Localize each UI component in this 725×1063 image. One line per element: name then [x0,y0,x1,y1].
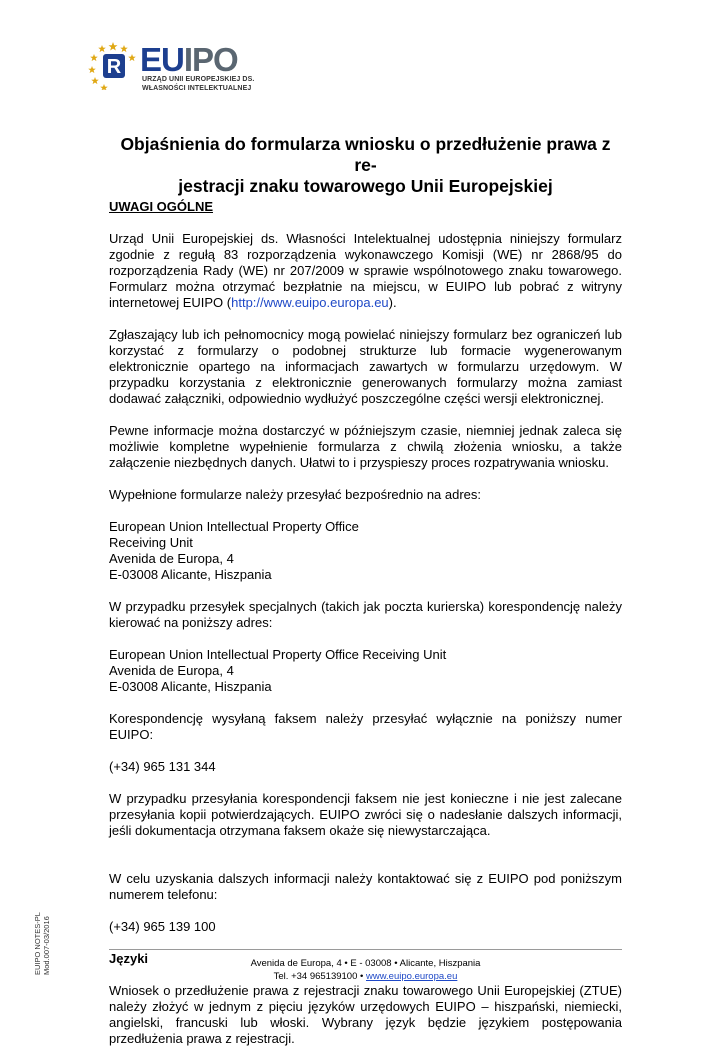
footer-divider [109,949,622,950]
address-line: Avenida de Europa, 4 [109,551,234,566]
form-reference-note [33,885,51,975]
paragraph-form-availability: Urząd Unii Europejskiej ds. Własności Intelektualnej udostępnia niniejszy formularz zgodnie z regułą 83 rozporządzenia wykonawczego Komisji (WE) nr 2868/95 do rozporządzenia Rady (WE) nr 207/2009 w sprawie wspólnotowego znaku towarowego. Formularz można otrzymać bezpłatnie na miejscu, w EUIPO lub pobrać z witryny internetowej EUIPO (http://www.euipo.europa.eu). [109,231,622,310]
document-title-line1: Objaśnienia do formularza wniosku o przedłużenie prawa z re- [120,134,611,175]
form-reference-line1: EUIPO NOTES-PL [33,912,42,975]
paragraph-phone-intro: W celu uzyskania dalszych informacji należy kontaktować się z EUIPO pod poniższym numerem telefonu: [109,871,622,902]
spacer [109,855,622,871]
address-line: E-03008 Alicante, Hiszpania [109,679,272,694]
document-body [109,199,622,1063]
form-reference-line2: Mod.007-03/2016 [42,916,51,975]
footer-contact: Tel. +34 965139100 • www.euipo.europa.eu [273,971,458,982]
fax-number: (+34) 965 131 344 [109,759,216,774]
paragraph-fax-intro: Korespondencję wysyłaną faksem należy przesyłać wyłącznie na poniższy numer EUIPO: [109,711,622,742]
document-title-line2: jestracji znaku towarowego Unii Europejskiej [178,176,553,196]
euipo-stars-emblem-icon [88,40,138,90]
address-line: Receiving Unit [109,535,193,550]
document-title [109,134,622,197]
section-heading-general-notes: UWAGI OGÓLNE [109,199,213,214]
address-line: Avenida de Europa, 4 [109,663,234,678]
paragraph-languages: Wniosek o przedłużenie prawa z rejestracji znaku towarowego Unii Europejskiej (ZTUE) należy złożyć w jednym z pięciu języków urzędowych EUIPO – hiszpański, niemiecki, angielski, francuski lub włoski. Wybrany język będzie językiem postępowania przedłużenia prawa z rejestracji. [109,983,622,1046]
section-heading-languages: Języki [109,951,149,966]
phone-number: (+34) 965 139 100 [109,919,216,934]
logo-wordmark: EUIPO [140,41,238,78]
logo-subtitle-line1: URZĄD UNII EUROPEJSKIEJ DS. [142,76,255,83]
logo-subtitle-line2: WŁASNOŚCI INTELEKTUALNEJ [142,85,252,92]
euipo-website-link[interactable]: http://www.euipo.europa.eu [231,295,389,310]
postal-address [109,519,622,583]
footer-address: Avenida de Europa, 4 • E - 03008 • Alicante, Hiszpania [250,958,481,969]
paragraph-send-address-intro: Wypełnione formularze należy przesyłać bezpośrednio na adres: [109,487,482,502]
paragraph-later-information: Pewne informacje można dostarczyć w późniejszym czasie, niemniej jednak zaleca się możliwie kompletne wypełnienie formularza z chwilą złożenia wniosku, a także załączenie niezbędnych danych. Ułatwi to i przyspieszy proces rozpatrywania wniosku. [109,423,622,470]
paragraph-form-reproduction: Zgłaszający lub ich pełnomocnicy mogą powielać niniejszy formularz bez ograniczeń lub korzystać z formularzy o podobnej strukturze lub formacie wygenerowanym elektronicznie opartego na informacjach zawartych w formularzu urzędowym. W przypadku korzystania z elektronicznie generowanych formularzy można zamiast dodawać załączniki, odpowiednio wydłużyć poszczególne części wersji elektronicznej. [109,327,622,406]
paragraph-fax-details: W przypadku przesyłania korespondencji faksem nie jest konieczne i nie jest zalecane przesyłania kopii potwierdzających. EUIPO zwróci się o nadesłanie dalszych informacji, jeśli dokumentacja otrzymana faksem okaże się niewystarczająca. [109,791,622,838]
address-line: European Union Intellectual Property Office [109,519,359,534]
courier-address [109,647,622,695]
paragraph-courier-intro: W przypadku przesyłek specjalnych (takich jak poczta kurierska) korespondencję należy kierować na poniższy adres: [109,599,622,630]
euipo-logo [88,40,288,96]
svg-text:R: R [106,56,122,78]
page-footer [109,957,622,983]
footer-website-link[interactable]: www.euipo.europa.eu [365,971,458,982]
address-line: European Union Intellectual Property Office Receiving Unit [109,647,447,662]
address-line: E-03008 Alicante, Hiszpania [109,567,272,582]
